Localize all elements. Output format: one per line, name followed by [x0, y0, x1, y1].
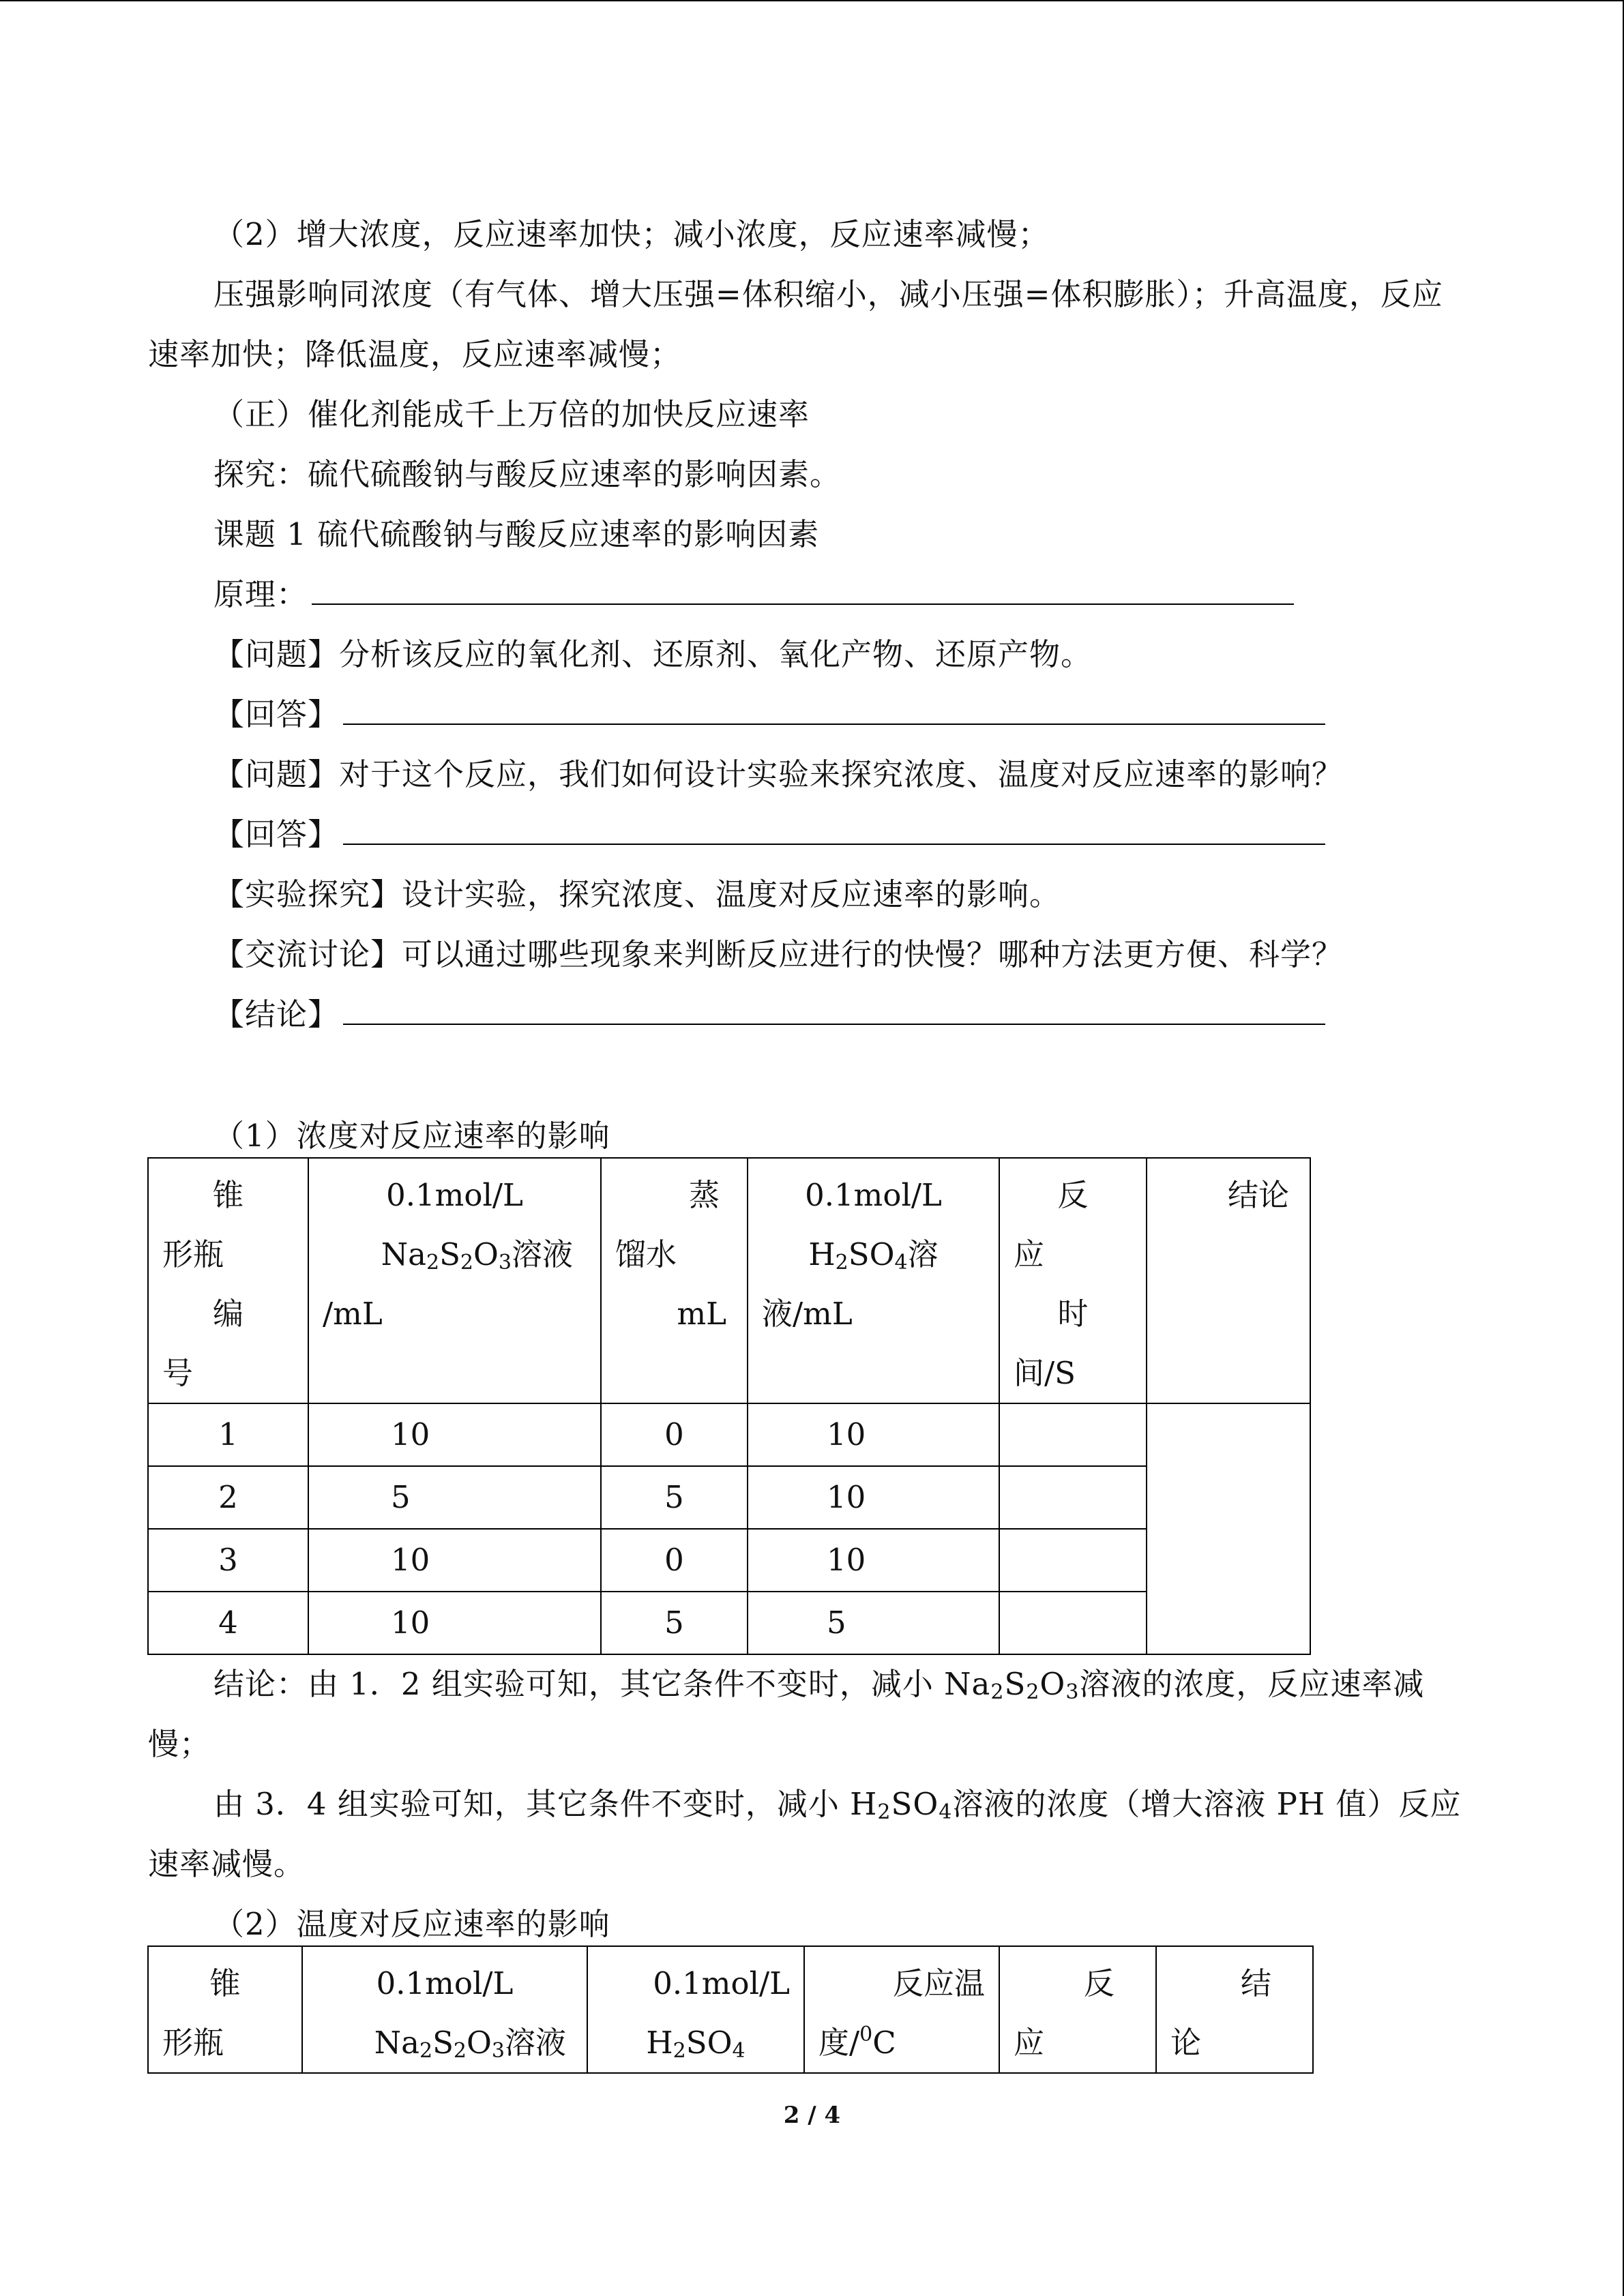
time-cell[interactable] — [999, 1466, 1147, 1529]
conclusion-1-cont: 慢； — [148, 1726, 211, 1762]
time-cell[interactable] — [999, 1592, 1147, 1654]
principle-label: 原理： — [213, 576, 308, 612]
header-na2s2o3-volume: 0.1mol/L $Na_2S_2O_3$溶液 /mL — [308, 1158, 601, 1403]
paragraph-concentration: （2）增大浓度，反应速率加快；减小浓度，反应速率减慢； — [213, 216, 1050, 252]
answer-1-blank[interactable] — [343, 696, 1325, 725]
principle-answer-blank[interactable] — [312, 576, 1294, 605]
page-number: 2 / 4 — [783, 2102, 841, 2129]
conclusion-cell[interactable] — [1147, 1403, 1310, 1654]
principle-line — [213, 574, 1294, 615]
paragraph-explore: 探究：硫代硫酸钠与酸反应速率的影响因素。 — [213, 456, 842, 492]
concentration-table — [147, 1157, 1311, 1655]
conclusion-label: 【结论】 — [213, 996, 340, 1032]
question-1: 【问题】分析该反应的氧化剂、还原剂、氧化产物、还原产物。 — [213, 636, 1093, 672]
t2-header-reaction: 反 应 — [999, 1946, 1156, 2073]
answer-2-blank[interactable] — [343, 816, 1325, 845]
header-distilled-water: 蒸 馏水 mL — [601, 1158, 748, 1403]
conclusion-2-cont: 速率减慢。 — [148, 1846, 306, 1882]
conclusion-blank[interactable] — [343, 996, 1325, 1025]
discussion: 【交流讨论】可以通过哪些现象来判断反应进行的快慢？哪种方法更方便、科学？ — [213, 936, 1344, 972]
table-row: 2 5 5 10 — [148, 1466, 1310, 1529]
table-row: 4 10 5 5 — [148, 1592, 1310, 1654]
header-reaction-time: 反 应 时 间/S — [999, 1158, 1147, 1403]
table1-caption: （1）浓度对反应速率的影响 — [213, 1118, 610, 1154]
temperature-table — [147, 1945, 1314, 2074]
table2-caption: （2）温度对反应速率的影响 — [213, 1906, 610, 1942]
experiment-explore: 【实验探究】设计实验，探究浓度、温度对反应速率的影响。 — [213, 876, 1061, 912]
time-cell[interactable] — [999, 1529, 1147, 1592]
paragraph-topic: 课题 1 硫代硫酸钠与酸反应速率的影响因素 — [213, 516, 820, 552]
answer-1-line — [213, 694, 1325, 735]
answer-2-line — [213, 814, 1325, 855]
table-row: 1 10 0 10 — [148, 1403, 1310, 1466]
header-h2so4-volume: 0.1mol/L $H_2SO_4$溶 液/mL — [748, 1158, 999, 1403]
conclusion-2: 由 3．4 组实验可知，其它条件不变时，减小 $H_2SO_4$溶液的浓度（增大溶液 PH 值）反应 — [213, 1786, 1462, 1824]
t2-header-temperature: 反应温 度/$^0$C — [804, 1946, 999, 2073]
paragraph-catalyst: （正）催化剂能成千上万倍的加快反应速率 — [213, 396, 810, 432]
header-flask-number: 锥 形瓶 编 号 — [148, 1158, 308, 1403]
paragraph-pressure: 压强影响同浓度（有气体、增大压强=体积缩小，减小压强=体积膨胀）；升高温度，反应 — [213, 276, 1443, 312]
question-2: 【问题】对于这个反应，我们如何设计实验来探究浓度、温度对反应速率的影响？ — [213, 756, 1344, 792]
t2-header-conclusion: 结 论 — [1156, 1946, 1313, 2073]
paragraph-pressure-cont: 速率加快；降低温度，反应速率减慢； — [148, 336, 682, 372]
time-cell[interactable] — [999, 1403, 1147, 1466]
t2-header-flask: 锥 形瓶 — [148, 1946, 302, 2073]
conclusion-1: 结论：由 1．2 组实验可知，其它条件不变时，减小 $Na_2S_2O_3$溶液的浓度，反应速率减 — [213, 1666, 1425, 1704]
answer-1-label: 【回答】 — [213, 696, 340, 732]
table-row: 3 10 0 10 — [148, 1529, 1310, 1592]
t2-header-na2s2o3: 0.1mol/L $Na_2S_2O_3$溶液 — [302, 1946, 587, 2073]
table1-header-row — [148, 1158, 1310, 1403]
answer-2-label: 【回答】 — [213, 816, 340, 852]
t2-header-h2so4: 0.1mol/L $H_2SO_4$ — [587, 1946, 804, 2073]
header-conclusion: 结论 — [1147, 1158, 1310, 1403]
conclusion-line — [213, 994, 1325, 1035]
table2-header-row — [148, 1946, 1313, 2073]
